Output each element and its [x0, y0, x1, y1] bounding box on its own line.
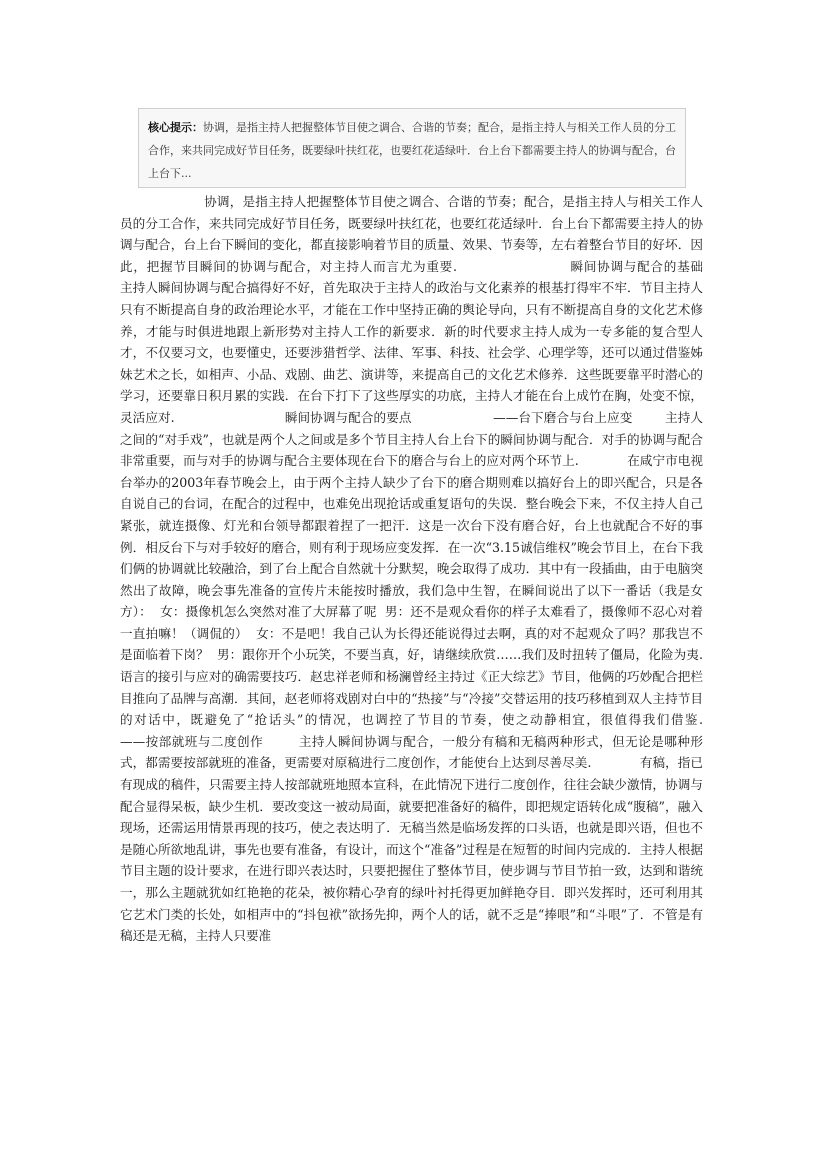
summary-label: 核心提示：	[148, 121, 203, 134]
summary-box	[138, 108, 686, 188]
article-body: 协调，是指主持人把握整体节目使之调合、合谐的节奏；配合，是指主持人与相关工作人员的分工合作，来共同完成好节目任务，既要绿叶扶红花，也要红花适绿叶．台上台下都需要主持人的协调与配合，台上台下瞬间的变化，都直接影响着节目的质量、效果、节奏等，左右着整台节目的好坏．因此，把握节目瞬间的协调与配合，对主持人而言尤为重要. 瞬间协调与配合的基础 主持人瞬间协调与配合搞得好不好，首先取决于主持人的政治与文化素养的根基打得牢不牢．节目主持人只有不断提高自身的政治理论水平，才能在工作中坚持正确的舆论导向，只有不断提高自身的文化艺术修养，才能与时俱进地跟上新形势对主持人工作的新要求．新的时代要求主持人成为一专多能的复合型人才，不仅要习文，也要懂史，还要涉猎哲学、法律、军事、科技、社会学、心理学等，还可以通过借鉴姊妹艺术之长，如相声、小品、戏剧、曲艺、演讲等，来提高自己的文化艺术修养．这些既要靠平时潜心的学习，还要靠日积月累的实践．在台下打下了这些厚实的功底，主持人才能在台上成竹在胸，处变不惊，灵活应对. 瞬间协调与配合的要点 ——台下磨合与台上应变 主持人之间的“对手戏”，也就是两个人之间或是多个节目主持人台上台下的瞬间协调与配合．对手的协调与配合非常重要，而与对手的协调与配合主要体现在台下的磨合与台上的应对两个环节上. 在咸宁市电视台举办的2003年春节晚会上，由于两个主持人缺少了台下的磨合期则难以搞好台上的即兴配合，只是各自说自己的台词，在配合的过程中，也难免出现抢话或重复语句的失误．整台晚会下来，不仅主持人自己紧张，就连摄像、灯光和台领导都跟着捏了一把汗．这是一次台下没有磨合好，台上也就配合不好的事例．相反台下与对手较好的磨合，则有利于现场应变发挥．在一次“3.15诚信维权”晚会节目上，在台下我们俩的协调就比较融洽，到了台上配合自然就十分默契，晚会取得了成功．其中有一段插曲，由于电脑突然出了故障，晚会事先准备的宣传片未能按时播放，我们急中生智，在瞬间说出了以下一番话（我是女方）： 女：摄像机怎么突然对准了大屏幕了呢 男：还不是观众看你的样子太难看了，摄像师不忍心对着一直拍嘛！（调侃的） 女：不是吧！我自己认为长得还能说得过去啊，真的对不起观众了吗？那我岂不是面临着下岗？ 男：跟你开个小玩笑，不要当真，好，请继续欣赏……我们及时扭转了僵局，化险为夷. 语言的接引与应对的确需要技巧．赵忠祥老师和杨澜曾经主持过《正大综艺》节目，他俩的巧妙配合把栏目推向了品牌与高潮．其间，赵老师将戏剧对白中的“热接”与“冷接”交替运用的技巧移植到双人主持节目的对话中，既避免了“抢话头”的情况，也调控了节目的节奏，使之动静相宜，很值得我们借鉴. ——按部就班与二度创作 主持人瞬间协调与配合，一般分有稿和无稿两种形式，但无论是哪种形式，都需要按部就班的准备，更需要对原稿进行二度创作，才能使台上达到尽善尽美. 有稿，指已有现成的稿件，只需要主持人按部就班地照本宣科，在此情况下进行二度创作，往往会缺少激情，协调与配合显得呆板，缺少生机．要改变这一被动局面，就要把准备好的稿件，即把规定语转化成“腹稿”，融入现场，还需运用情景再现的技巧，使之表达明了．无稿当然是临场发挥的口头语，也就是即兴语，但也不是随心所欲地乱讲，事先也要有准备，有设计，而这个“准备”过程是在短暂的时间内完成的．主持人根据节目主题的设计要求，在进行即兴表达时，只要把握住了整体节目，使步调与节目节拍一致，达到和谐统一，那么主题就犹如红艳艳的花朵，被你精心孕育的绿叶衬托得更加鲜艳夺目．即兴发挥时，还可利用其它艺术门类的长处，如相声中的“抖包袱”欲扬先抑，两个人的话，就不乏是“捧哏”和“斗哏”了．不管是有稿还是无稿，主持人只要准	[120, 194, 812, 944]
summary-text: 协调，是指主持人把握整体节目使之调合、合谐的节奏；配合，是指主持人与相关工作人员的分工合作，来共同完成好节目任务，既要绿叶扶红花，也要红花适绿叶．台上台下都需要主持人的协调与配合，台上台下...	[148, 121, 676, 180]
